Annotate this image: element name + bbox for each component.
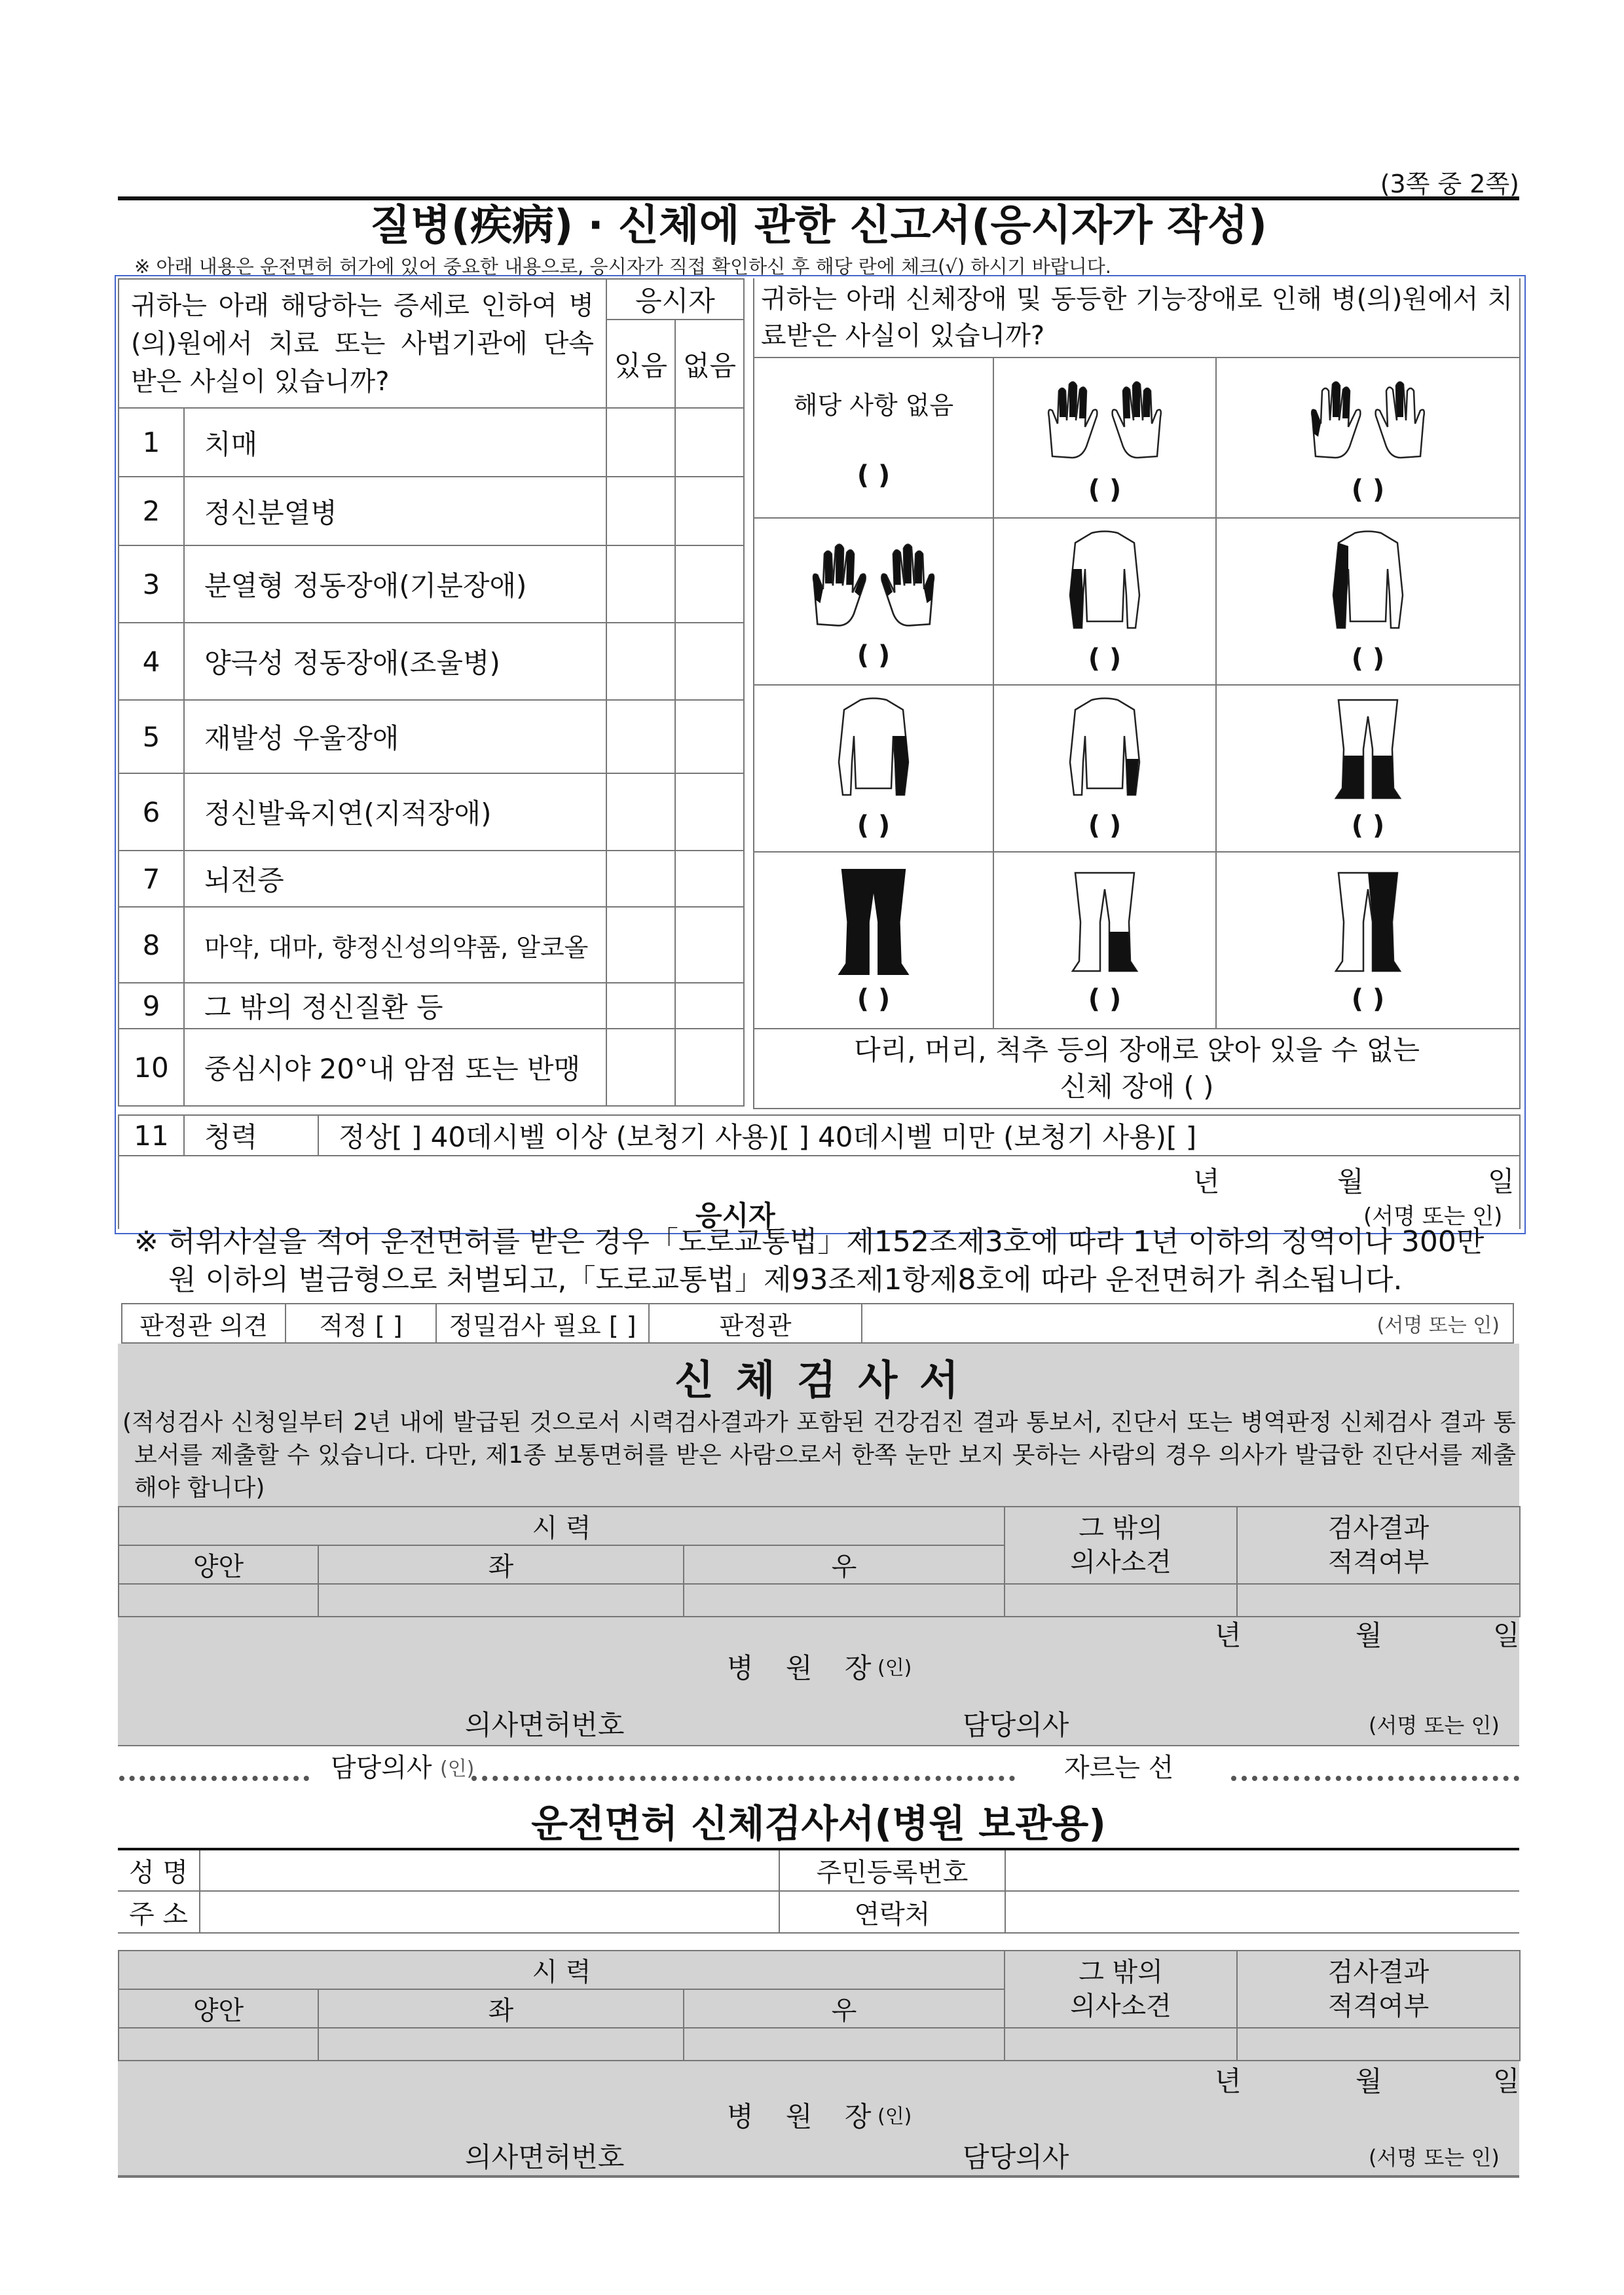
- body-arm-icon: [831, 697, 916, 801]
- yes-header: 있음: [606, 320, 675, 408]
- judge-table: [121, 1303, 1514, 1344]
- condition-name: 양극성 정동장애(조울병): [184, 623, 606, 700]
- keep-vision-right-value[interactable]: [684, 2028, 1005, 2061]
- cut-line-left: [119, 1776, 309, 1781]
- vision-both: 양안: [119, 1545, 318, 1584]
- left-question: 귀하는 아래 해당하는 증세로 인하여 병(의)원에서 치료 또는 사법기관에 단속 받은 사실이 있습니까?: [131, 290, 594, 397]
- condition-no-check[interactable]: [675, 545, 744, 623]
- cut-doctor-label: 담당의사: [331, 1753, 432, 1783]
- hearing-options[interactable]: 정상[ ] 40데시벨 이상 (보청기 사용)[ ] 40데시벨 미만 (보청기 사용)[ ]: [318, 1115, 1520, 1156]
- condition-yes-check[interactable]: [606, 983, 675, 1029]
- condition-yes-check[interactable]: [606, 1029, 675, 1106]
- condition-no-check[interactable]: [675, 907, 744, 983]
- keep-director-seal[interactable]: (인): [877, 2105, 912, 2128]
- keep-vision-both: 양안: [119, 1989, 318, 2028]
- condition-yes-check[interactable]: [606, 773, 675, 851]
- check-paren: ( ): [1351, 984, 1385, 1014]
- hearing-no: 11: [119, 1115, 184, 1156]
- condition-table: [118, 278, 745, 1107]
- check-paren: ( ): [1088, 810, 1122, 841]
- keep-vision-left: 좌: [318, 1989, 684, 2028]
- other-opinion-label: 그 밖의 의사소견: [1070, 1513, 1172, 1577]
- judge-suitable[interactable]: 적정 [ ]: [286, 1304, 436, 1343]
- keep-hospital-director: 병 원 장: [727, 2101, 883, 2133]
- condition-yes-check[interactable]: [606, 907, 675, 983]
- keep-result-header: [1237, 1951, 1520, 2028]
- cut-doctor-seal[interactable]: (인): [440, 1757, 475, 1780]
- keep-title: 운전면허 신체검사서(병원 보관용): [531, 1801, 1106, 1846]
- legs-icon: [1332, 866, 1404, 978]
- condition-name: 마약, 대마, 향정신성의약품, 알코올: [184, 907, 606, 983]
- judge-label: 판정관: [649, 1304, 862, 1343]
- address-label: 주 소: [118, 1891, 200, 1933]
- vision-right: 우: [684, 1545, 1005, 1584]
- hearing-table: [118, 1114, 1521, 1232]
- cut-line-label: 자르는 선: [1064, 1753, 1174, 1783]
- condition-no-check[interactable]: [675, 408, 744, 477]
- check-paren: ( ): [857, 460, 891, 490]
- keep-other-opinion-value[interactable]: [1005, 2028, 1237, 2061]
- keep-other-opinion-header: [1005, 1951, 1237, 2028]
- condition-no: 3: [119, 545, 184, 623]
- disability-option-left-forearm[interactable]: [754, 685, 993, 852]
- body-arm-icon: [1062, 697, 1147, 801]
- condition-yes-check[interactable]: [606, 851, 675, 907]
- keep-date-day: 일: [1493, 2065, 1520, 2097]
- rrn-label: 주민등록번호: [779, 1849, 1005, 1891]
- condition-no-check[interactable]: [675, 1029, 744, 1106]
- keep-doctor-sign[interactable]: (서명 또는 인): [1369, 2145, 1500, 2170]
- none-applicable-label: 해당 사항 없음: [793, 391, 954, 420]
- condition-no-check[interactable]: [675, 851, 744, 907]
- judge-sign[interactable]: (서명 또는 인): [862, 1304, 1513, 1343]
- condition-no: 2: [119, 477, 184, 545]
- check-paren: ( ): [1351, 810, 1385, 841]
- result-value[interactable]: [1237, 1584, 1520, 1617]
- doctor-label: 담당의사: [963, 1709, 1069, 1741]
- condition-no: 8: [119, 907, 184, 983]
- check-paren: ( ): [1088, 643, 1122, 674]
- legs-icon: [831, 866, 916, 978]
- keep-vision-right: 우: [684, 1989, 1005, 2028]
- name-label: 성 명: [118, 1849, 200, 1891]
- cut-line-right: [1231, 1776, 1519, 1781]
- disability-option-full-arm[interactable]: [1216, 518, 1520, 685]
- hearing-label: 청력: [184, 1115, 318, 1156]
- condition-no-check[interactable]: [675, 983, 744, 1029]
- disability-option-hands-all[interactable]: [754, 518, 993, 685]
- cut-line-mid: [471, 1776, 1015, 1781]
- check-paren: ( ): [857, 640, 891, 670]
- doctor-sign[interactable]: (서명 또는 인): [1369, 1713, 1500, 1738]
- condition-no-check[interactable]: [675, 623, 744, 700]
- result-label: 검사결과 적격여부: [1327, 1513, 1430, 1577]
- condition-no: 9: [119, 983, 184, 1029]
- false-info-warning: ※ 허위사실을 적어 운전면허를 받은 경우「도로교통법」제152조제3호에 따라 1년 이하의 징역이나 300만원 이하의 벌금형으로 처벌되고,「도로교통법」제93조제1항제8호에 따라 운전면허가 취소됩니다.: [134, 1225, 1485, 1296]
- hands-icon: [802, 533, 946, 631]
- condition-name: 치매: [184, 408, 606, 477]
- condition-no: 10: [119, 1029, 184, 1106]
- exam-date-month: 월: [1356, 1619, 1382, 1651]
- applicant-label: 응시자: [695, 1200, 775, 1232]
- sitting-disability-cell[interactable]: [754, 1029, 1520, 1109]
- disability-option-left-hand[interactable]: [993, 685, 1216, 852]
- check-paren: ( ): [1351, 474, 1385, 505]
- disability-option-lower-legs[interactable]: [1216, 685, 1520, 852]
- keep-doctor-label: 담당의사: [963, 2141, 1069, 2173]
- none-applicable-cell[interactable]: [754, 358, 993, 518]
- vision-left: 좌: [318, 1545, 684, 1584]
- sitting-disability: 다리, 머리, 척추 등의 장애로 앉아 있을 수 없는 신체 장애 ( ): [854, 1034, 1420, 1103]
- other-opinion-header: [1005, 1507, 1237, 1584]
- name-value[interactable]: [200, 1849, 779, 1891]
- date-year: 년: [1193, 1166, 1220, 1198]
- address-value[interactable]: [200, 1891, 779, 1933]
- vision-both-value[interactable]: [119, 1584, 318, 1617]
- date-month: 월: [1337, 1166, 1364, 1198]
- check-paren: ( ): [1351, 643, 1385, 674]
- condition-yes-check[interactable]: [606, 408, 675, 477]
- contact-value[interactable]: [1005, 1891, 1519, 1933]
- condition-name: 정신분열병: [184, 477, 606, 545]
- disability-option-legs-both[interactable]: [754, 852, 993, 1029]
- condition-yes-check[interactable]: [606, 623, 675, 700]
- applicant-header: 응시자: [606, 279, 744, 320]
- condition-name: 뇌전증: [184, 851, 606, 907]
- left-question-cell: [119, 279, 606, 408]
- rrn-value[interactable]: [1005, 1849, 1519, 1891]
- other-opinion-value[interactable]: [1005, 1584, 1237, 1617]
- applicant-sign-cell: [119, 1156, 1520, 1232]
- vision-left-value[interactable]: [318, 1584, 684, 1617]
- exam-date-year: 년: [1215, 1619, 1242, 1651]
- applicant-sign[interactable]: (서명 또는 인): [1363, 1203, 1503, 1230]
- patient-info-table: [118, 1848, 1519, 1934]
- condition-yes-check[interactable]: [606, 545, 675, 623]
- check-paren: ( ): [857, 810, 891, 841]
- condition-yes-check[interactable]: [606, 477, 675, 545]
- judge-detailed[interactable]: 정밀검사 필요 [ ]: [436, 1304, 649, 1343]
- disability-option-right-arm[interactable]: [993, 518, 1216, 685]
- contact-label: 연락처: [779, 1891, 1005, 1933]
- condition-name: 재발성 우울장애: [184, 700, 606, 773]
- vision-title: 시 력: [119, 1507, 1005, 1545]
- disability-option-leg-left[interactable]: [1216, 852, 1520, 1029]
- body-arm-icon: [1325, 530, 1411, 634]
- keep-license-no-label: 의사면허번호: [465, 2141, 625, 2173]
- director-seal[interactable]: (인): [877, 1657, 912, 1680]
- condition-yes-check[interactable]: [606, 700, 675, 773]
- hospital-director: 병 원 장: [727, 1652, 883, 1684]
- hands-fingers-icon: [1296, 371, 1440, 463]
- notice-text: ※ 아래 내용은 운전면허 허가에 있어 중요한 내용으로, 응시자가 직접 확인하신 후 해당 란에 체크(√) 하시기 바랍니다.: [134, 255, 1111, 278]
- condition-no: 1: [119, 408, 184, 477]
- judge-opinion-label: 판정관 의견: [122, 1304, 286, 1343]
- keep-vision-both-value[interactable]: [119, 2028, 318, 2061]
- exam-title: 신 체 검 사 서: [674, 1356, 963, 1404]
- condition-name: 중심시야 20°내 암점 또는 반맹: [184, 1029, 606, 1106]
- keep-vision-table: [118, 1950, 1521, 2061]
- condition-no-check[interactable]: [675, 477, 744, 545]
- vision-table: [118, 1506, 1521, 1617]
- vision-right-value[interactable]: [684, 1584, 1005, 1617]
- result-header: [1237, 1507, 1520, 1584]
- exam-date-day: 일: [1493, 1619, 1520, 1651]
- no-header: 없음: [675, 320, 744, 408]
- disability-option-fingers-partial[interactable]: [1216, 358, 1520, 518]
- license-no-label: 의사면허번호: [465, 1709, 625, 1741]
- condition-no: 7: [119, 851, 184, 907]
- right-question: 귀하는 아래 신체장애 및 동등한 기능장애로 인해 병(의)원에서 치료받은 사실이 있습니까?: [761, 284, 1513, 351]
- date-day: 일: [1488, 1166, 1515, 1198]
- condition-no-check[interactable]: [675, 773, 744, 851]
- condition-no: 6: [119, 773, 184, 851]
- keep-date-year: 년: [1215, 2065, 1242, 2097]
- hands-fingers-icon: [1039, 371, 1170, 463]
- disability-option-fingers-both[interactable]: [993, 358, 1216, 518]
- condition-no: 5: [119, 700, 184, 773]
- condition-name: 그 밖의 정신질환 등: [184, 983, 606, 1029]
- condition-no-check[interactable]: [675, 700, 744, 773]
- check-paren: ( ): [1088, 984, 1122, 1014]
- condition-no: 4: [119, 623, 184, 700]
- condition-name: 분열형 정동장애(기분장애): [184, 545, 606, 623]
- legs-icon: [1069, 866, 1141, 978]
- condition-name: 정신발육지연(지적장애): [184, 773, 606, 851]
- page-number: (3쪽 중 2쪽): [1380, 170, 1519, 198]
- right-question-cell: [754, 278, 1520, 358]
- keep-vision-left-value[interactable]: [318, 2028, 684, 2061]
- keep-result-value[interactable]: [1237, 2028, 1520, 2061]
- keep-vision-title: 시 력: [119, 1951, 1005, 1989]
- check-paren: ( ): [1088, 474, 1122, 505]
- form-title: 질병(疾病) · 신체에 관한 신고서(응시자가 작성): [370, 202, 1267, 250]
- check-paren: ( ): [857, 984, 891, 1014]
- disability-option-lower-leg-left[interactable]: [993, 852, 1216, 1029]
- disability-table: [753, 278, 1521, 1109]
- body-arm-icon: [1062, 530, 1147, 634]
- keep-date-month: 월: [1356, 2065, 1382, 2097]
- legs-icon: [1332, 697, 1404, 801]
- exam-note: (적성검사 신청일부터 2년 내에 발급된 것으로서 시력검사결과가 포함된 건강검진 결과 통보서, 진단서 또는 병역판정 신체검사 결과 통보서를 제출할 수 있습니다. 다만, 제1종 보통면허를 받은 사람으로서 한쪽 눈만 보지 못하는 사람의 경우 의사가 발급한 진단서를 제출해야 합니다): [122, 1409, 1516, 1501]
- keep-other-opinion-label: 그 밖의 의사소견: [1070, 1957, 1172, 2021]
- keep-result-label: 검사결과 적격여부: [1327, 1957, 1430, 2021]
